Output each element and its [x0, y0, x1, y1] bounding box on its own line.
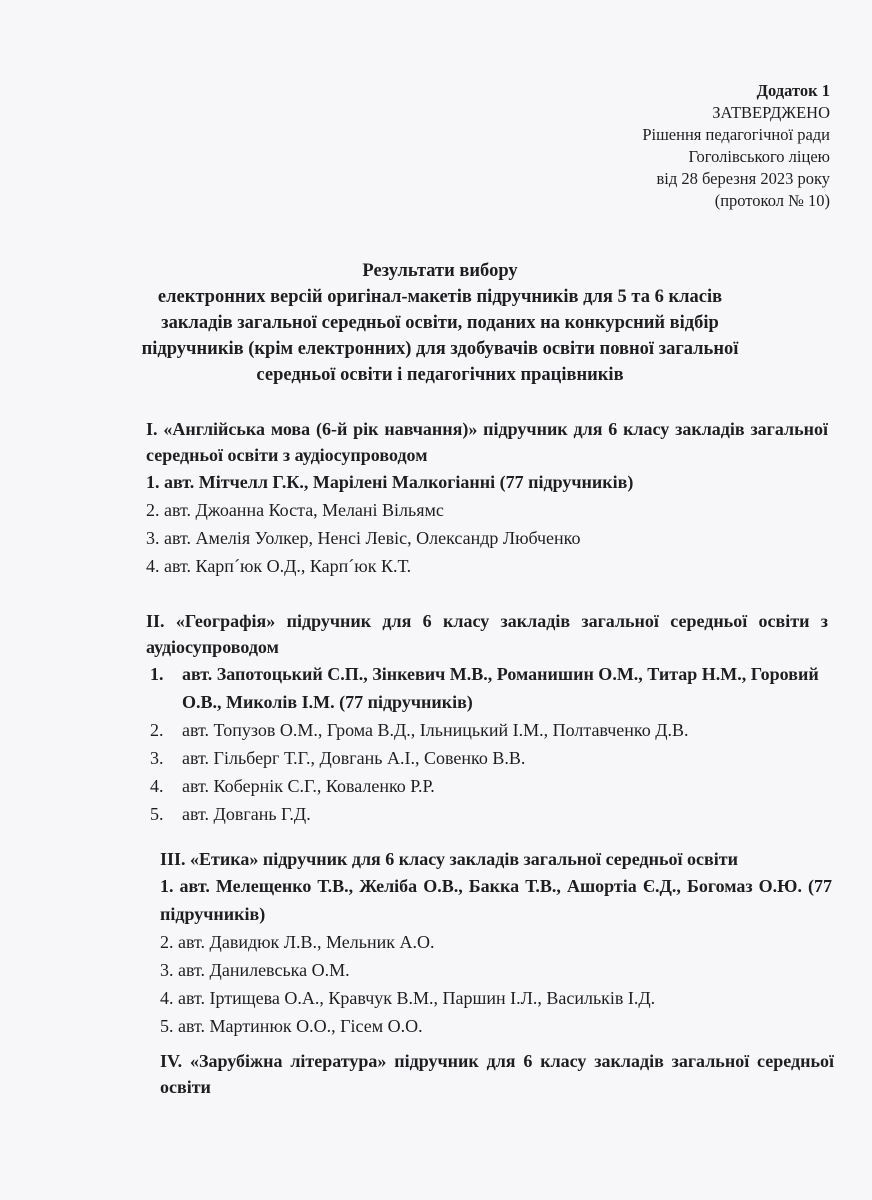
- approved-label: ЗАТВЕРДЖЕНО: [712, 103, 830, 122]
- list-item: 2. авт. Джоанна Коста, Мелані Вільямс: [146, 500, 444, 520]
- item-text: авт. Гільберг Т.Г., Довгань А.І., Совенко В.В.: [182, 748, 526, 768]
- approval-line: Гоголівського ліцею: [688, 147, 830, 166]
- item-text: авт. Запотоцький С.П., Зінкевич М.В., Романишин О.М., Титар Н.М., Горовий О.В., Миколів І.М. (77 підручників): [182, 664, 819, 712]
- list-item: 4. авт. Карп´юк О.Д., Карп´юк К.Т.: [146, 556, 412, 576]
- section-geography: [146, 608, 828, 828]
- document-title: [120, 258, 760, 388]
- list-item: [146, 660, 828, 716]
- item-text: авт. Кобернік С.Г., Коваленко Р.Р.: [182, 776, 435, 796]
- item-number: 4.: [150, 776, 164, 796]
- approval-line: Рішення педагогічної ради: [642, 125, 830, 144]
- approval-block: [642, 80, 830, 212]
- list-item: 3. авт. Амелія Уолкер, Ненсі Левіс, Олександр Любченко: [146, 528, 581, 548]
- section-english: [146, 416, 828, 580]
- list-item: 1. авт. Мелещенко Т.В., Желіба О.В., Бакка Т.В., Ашортіа Є.Д., Богомаз О.Ю. (77 підручників): [160, 876, 832, 924]
- approval-line: (протокол № 10): [714, 191, 830, 210]
- item-text: авт. Топузов О.М., Грома В.Д., Ільницький І.М., Полтавченко Д.В.: [182, 720, 689, 740]
- approval-line: від 28 березня 2023 року: [656, 169, 830, 188]
- list-item: [146, 800, 828, 828]
- list-item: [146, 772, 828, 800]
- title-line: підручників (крім електронних) для здобувачів освіти повної загальної: [141, 339, 739, 359]
- title-line: середньої освіти і педагогічних працівників: [256, 365, 624, 385]
- section-heading: ІІІ. «Етика» підручник для 6 класу закладів загальної середньої освіти: [160, 849, 738, 869]
- title-line: закладів загальної середньої освіти, поданих на конкурсний відбір: [161, 313, 719, 333]
- list-item: [146, 716, 828, 744]
- item-text: авт. Довгань Г.Д.: [182, 804, 311, 824]
- list-item: 3. авт. Данилевська О.М.: [160, 960, 350, 980]
- item-number: 2.: [150, 720, 164, 740]
- list-item: 1. авт. Мітчелл Г.К., Марілені Малкогіанні (77 підручників): [146, 472, 634, 492]
- section-heading: ІІ. «Географія» підручник для 6 класу закладів загальної середньої освіти з аудіосупроводом: [146, 611, 828, 657]
- section-ethics: [160, 846, 832, 1040]
- section-foreign-literature: [160, 1048, 834, 1100]
- section-heading: IV. «Зарубіжна література» підручник для 6 класу закладів загальної середньої освіти: [160, 1051, 834, 1097]
- section-heading: І. «Англійська мова (6-й рік навчання)» підручник для 6 класу закладів загальної середньої освіти з аудіосупроводом: [146, 419, 828, 465]
- list-item: [146, 744, 828, 772]
- title-line: електронних версій оригінал-макетів підручників для 5 та 6 класів: [157, 287, 723, 307]
- title-line: Результати вибору: [362, 261, 518, 281]
- item-number: 1.: [150, 664, 164, 684]
- list-item: 4. авт. Іртищева О.А., Кравчук В.М., Паршин І.Л., Васильків І.Д.: [160, 988, 656, 1008]
- attachment-label: Додаток 1: [756, 81, 830, 100]
- item-number: 3.: [150, 748, 164, 768]
- list-item: 2. авт. Давидюк Л.В., Мельник А.О.: [160, 932, 435, 952]
- item-number: 5.: [150, 804, 164, 824]
- list-item: 5. авт. Мартинюк О.О., Гісем О.О.: [160, 1016, 423, 1036]
